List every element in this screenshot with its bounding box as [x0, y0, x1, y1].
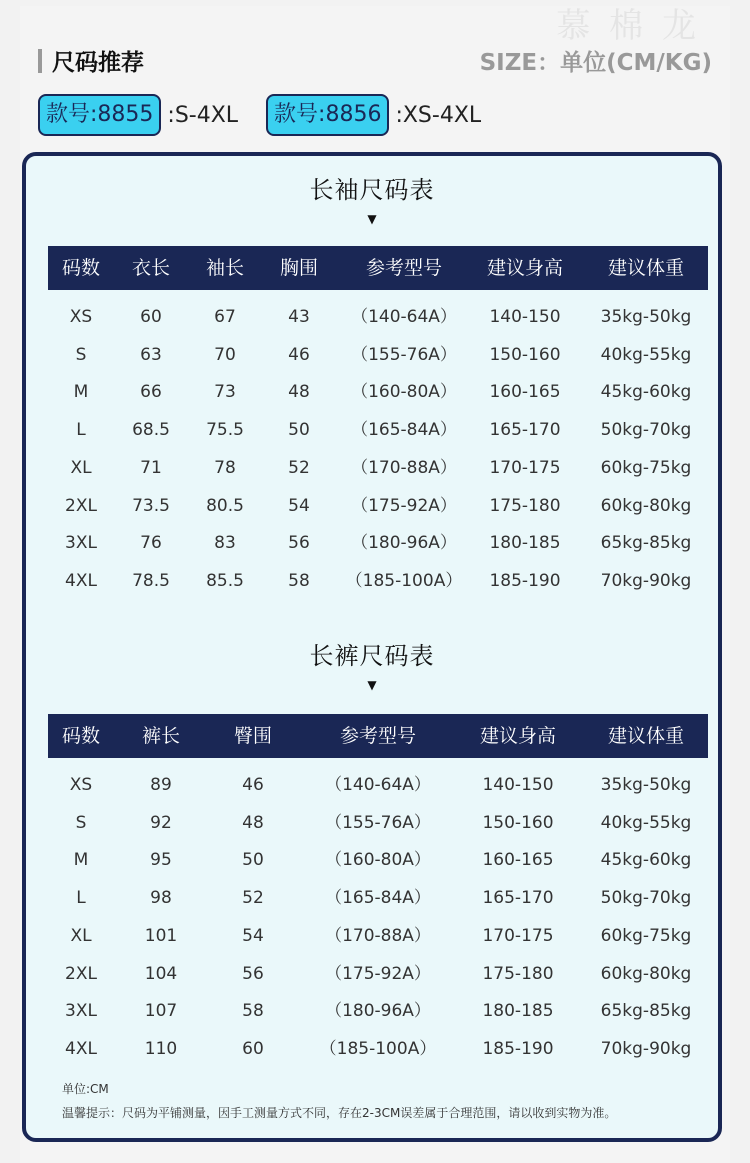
table-cell: 73.5 — [132, 495, 170, 516]
table-cell: 52 — [242, 888, 264, 909]
table-cell: 150-160 — [489, 344, 561, 365]
model-list — [38, 94, 509, 136]
table-cell: 50 — [242, 850, 264, 871]
table-cell: 85.5 — [206, 570, 244, 591]
table-cell: （165-84A） — [351, 420, 457, 441]
table-cell: （160-80A） — [351, 382, 457, 403]
column-header: 裤长 — [141, 725, 181, 747]
section-header — [38, 44, 144, 77]
table-cell: （180-96A） — [351, 533, 457, 554]
table-cell: 65kg-85kg — [600, 533, 692, 554]
column-header: 参考型号 — [339, 725, 417, 747]
table-cell: 50kg-70kg — [600, 888, 692, 909]
table-cell: L — [76, 888, 86, 909]
table-cell: （140-64A） — [351, 307, 457, 327]
table-cell: 78 — [214, 457, 236, 478]
bottom-table-arrow: ▼ — [367, 678, 377, 692]
table-cell: 71 — [140, 457, 162, 478]
model-badge-8856: 款号:8856 — [266, 94, 389, 136]
table-cell: 75.5 — [206, 420, 244, 441]
table-cell: 60 — [140, 307, 162, 327]
table-cell: 3XL — [65, 1001, 97, 1022]
table-cell: 68.5 — [132, 420, 170, 441]
table-cell: 50 — [288, 420, 310, 441]
column-header: 建议身高 — [479, 725, 557, 747]
table-cell: 80.5 — [206, 495, 244, 516]
table-row — [48, 340, 708, 370]
table-cell: 58 — [242, 1001, 264, 1022]
table-cell: （165-84A） — [325, 888, 431, 909]
table-cell: 175-180 — [482, 963, 554, 984]
table-cell: 70 — [214, 344, 236, 365]
table-row — [48, 996, 708, 1026]
table-cell: 78.5 — [132, 570, 170, 591]
table-cell: 35kg-50kg — [600, 775, 692, 795]
table-row — [48, 566, 708, 596]
page-title: 尺码推荐 — [52, 50, 144, 76]
table-cell: 60kg-75kg — [600, 457, 692, 478]
table-cell: 4XL — [65, 1038, 97, 1059]
table-cell: 58 — [288, 570, 310, 591]
table-cell: 83 — [214, 533, 236, 554]
table-cell: 46 — [242, 775, 264, 795]
table-cell: 98 — [150, 888, 172, 909]
column-header: 码数 — [61, 257, 101, 279]
table-cell: 101 — [144, 925, 178, 946]
table-row — [48, 959, 708, 989]
column-header: 建议体重 — [607, 257, 685, 279]
table-cell: 165-170 — [489, 420, 561, 441]
table-cell: 76 — [140, 533, 162, 554]
table-cell: 160-165 — [489, 382, 561, 403]
table-row — [48, 415, 708, 445]
table-row — [48, 453, 708, 483]
model-range-8856: :XS-4XL — [395, 102, 482, 128]
top-table-arrow: ▼ — [367, 212, 377, 226]
measurement-tip: 温馨提示：尺码为平铺测量，因手工测量方式不同，存在2-3CM误差属于合理范围，请以收到实物为准。 — [62, 1106, 617, 1120]
table-cell: 4XL — [65, 570, 97, 591]
table-cell: （185-100A） — [319, 1038, 437, 1059]
table-row — [48, 491, 708, 521]
table-cell: 107 — [144, 1001, 178, 1022]
table-row — [48, 528, 708, 558]
table-cell: XS — [69, 307, 93, 327]
table-cell: 160-165 — [482, 850, 554, 871]
table-cell: 63 — [140, 344, 162, 365]
table-cell: （180-96A） — [325, 1001, 431, 1022]
table-cell: （170-88A） — [351, 457, 457, 478]
table-cell: 165-170 — [482, 888, 554, 909]
table-cell: XL — [70, 457, 92, 478]
table-cell: 140-150 — [482, 775, 554, 795]
table-cell: 170-175 — [489, 457, 561, 478]
table-cell: 46 — [288, 344, 310, 365]
top-table-header — [48, 246, 708, 290]
unit-note: 单位:CM — [62, 1082, 109, 1096]
table-row — [48, 770, 708, 800]
table-cell: 89 — [150, 775, 172, 795]
table-cell: 180-185 — [489, 533, 561, 554]
brand-watermark: 慕 棉 龙 — [556, 6, 700, 46]
table-cell: 92 — [150, 812, 172, 833]
table-cell: 67 — [214, 307, 236, 327]
table-cell: （155-76A） — [325, 812, 431, 833]
size-chart-panel — [22, 152, 722, 1142]
table-cell: 56 — [242, 963, 264, 984]
table-cell: 95 — [150, 850, 172, 871]
column-header: 袖长 — [205, 257, 245, 279]
model-range-8855: :S-4XL — [167, 102, 239, 128]
column-header: 衣长 — [131, 257, 171, 279]
table-cell: 70kg-90kg — [600, 1038, 692, 1059]
table-cell: 60kg-80kg — [600, 495, 692, 516]
bottom-table-header — [48, 714, 708, 758]
table-cell: 3XL — [65, 533, 97, 554]
table-cell: 40kg-55kg — [600, 344, 692, 365]
table-cell: 40kg-55kg — [600, 812, 692, 833]
table-cell: 60kg-80kg — [600, 963, 692, 984]
table-cell: M — [73, 382, 89, 403]
table-cell: 185-190 — [482, 1038, 554, 1059]
table-cell: （185-100A） — [345, 570, 463, 591]
table-cell: 48 — [288, 382, 310, 403]
table-cell: 65kg-85kg — [600, 1001, 692, 1022]
bottom-table-title: 长裤尺码表 — [309, 642, 435, 670]
table-cell: XS — [69, 775, 93, 795]
table-cell: 180-185 — [482, 1001, 554, 1022]
table-cell: （175-92A） — [325, 963, 431, 984]
table-row — [48, 845, 708, 875]
table-cell: 140-150 — [489, 307, 561, 327]
table-cell: XL — [70, 925, 92, 946]
table-cell: S — [75, 812, 87, 833]
table-cell: 45kg-60kg — [600, 382, 692, 403]
table-cell: （175-92A） — [351, 495, 457, 516]
table-cell: 54 — [288, 495, 310, 516]
table-row — [48, 921, 708, 951]
table-cell: （170-88A） — [325, 925, 431, 946]
table-cell: （160-80A） — [325, 850, 431, 871]
table-cell: 175-180 — [489, 495, 561, 516]
table-cell: 150-160 — [482, 812, 554, 833]
table-cell: （155-76A） — [351, 344, 457, 365]
table-cell: （140-64A） — [325, 775, 431, 795]
table-cell: 104 — [144, 963, 178, 984]
table-cell: 2XL — [65, 495, 97, 516]
table-row — [48, 1034, 708, 1064]
top-table-title: 长袖尺码表 — [309, 176, 435, 204]
table-cell: 110 — [144, 1038, 178, 1059]
table-cell: 2XL — [65, 963, 97, 984]
table-cell: 54 — [242, 925, 264, 946]
column-header: 参考型号 — [365, 257, 443, 279]
table-cell: L — [76, 420, 86, 441]
table-cell: 60 — [242, 1038, 264, 1059]
table-row — [48, 377, 708, 407]
table-cell: 170-175 — [482, 925, 554, 946]
table-cell: M — [73, 850, 89, 871]
table-cell: S — [75, 344, 87, 365]
table-row — [48, 808, 708, 838]
model-badge-8855: 款号:8855 — [38, 94, 161, 136]
column-header: 建议体重 — [607, 725, 685, 747]
table-cell: 73 — [214, 382, 236, 403]
table-cell: 48 — [242, 812, 264, 833]
table-cell: 52 — [288, 457, 310, 478]
column-header: 码数 — [61, 725, 101, 747]
column-header: 臀围 — [233, 725, 273, 747]
table-cell: 56 — [288, 533, 310, 554]
table-cell: 35kg-50kg — [600, 307, 692, 327]
table-cell: 185-190 — [489, 570, 561, 591]
header-accent-bar — [38, 49, 42, 73]
table-cell: 45kg-60kg — [600, 850, 692, 871]
table-cell: 50kg-70kg — [600, 420, 692, 441]
table-row — [48, 883, 708, 913]
table-cell: 70kg-90kg — [600, 570, 692, 591]
column-header: 建议身高 — [486, 257, 564, 279]
size-unit-label: SIZE：单位(CM/KG) — [479, 50, 712, 76]
table-cell: 43 — [288, 307, 310, 327]
column-header: 胸围 — [279, 257, 319, 279]
table-cell: 60kg-75kg — [600, 925, 692, 946]
table-cell: 66 — [140, 382, 162, 403]
table-row — [48, 302, 708, 332]
